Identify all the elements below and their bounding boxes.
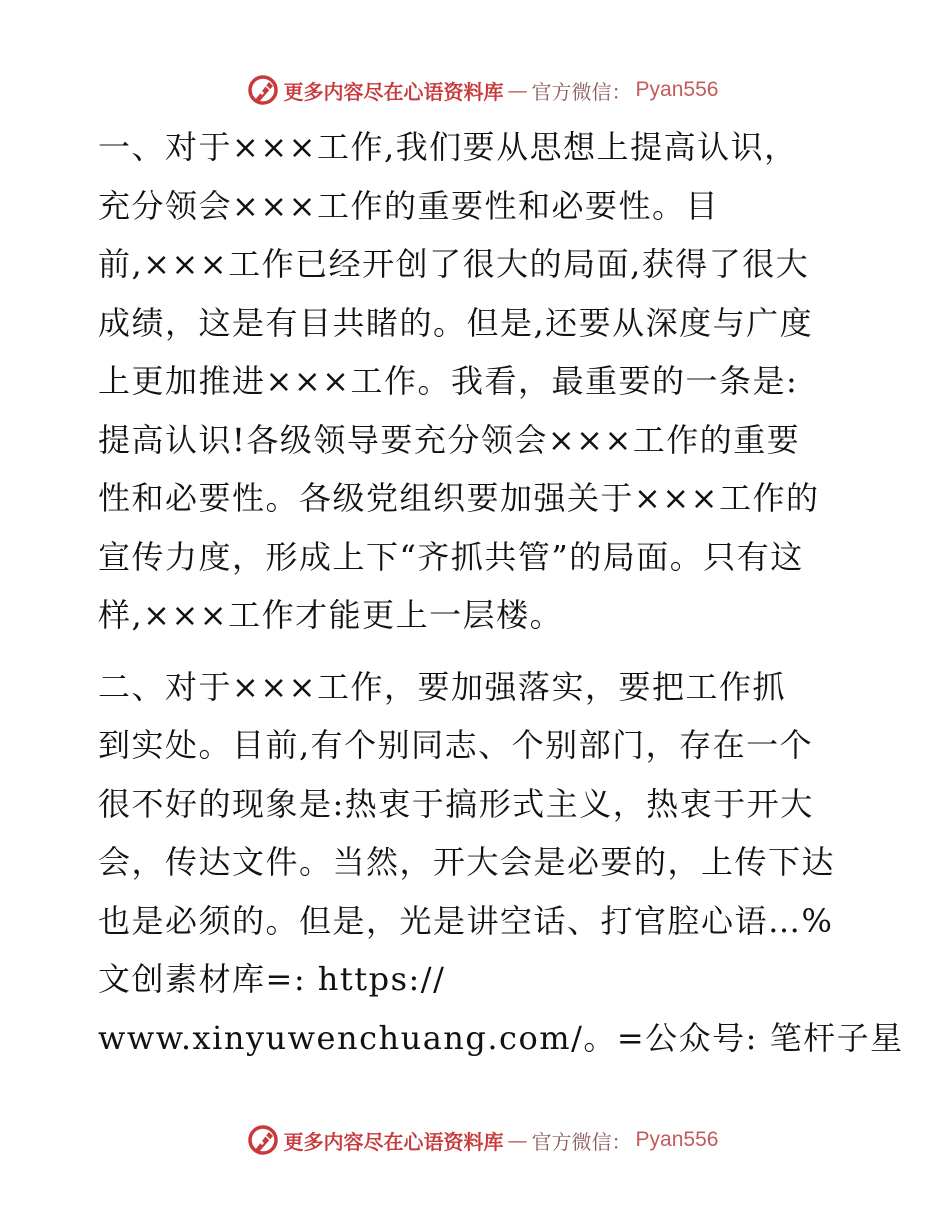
footer-banner xyxy=(0,1120,950,1160)
fountain-pen-circle-icon xyxy=(246,73,280,107)
text-line: 充分领会×××工作的重要性和必要性。目 xyxy=(98,186,719,225)
banner-subtitle: 官方微信： xyxy=(531,79,632,104)
paragraph-1 xyxy=(98,118,858,645)
footer-banner-content xyxy=(246,1123,719,1157)
header-banner xyxy=(0,70,950,110)
banner-separator: — xyxy=(507,1128,528,1152)
text-line: 也是必须的。但是，光是讲空话、打官腔心语…% xyxy=(98,901,834,940)
text-line: 提高认识!各级领导要充分领会×××工作的重要 xyxy=(98,420,801,459)
text-line: 二、对于×××工作，要加强落实，要把工作抓 xyxy=(98,667,786,706)
text-line: 上更加推进×××工作。我看，最重要的一条是: xyxy=(98,362,799,400)
banner-subtitle: 官方微信： xyxy=(531,1129,632,1154)
banner-brand-text: 更多内容尽在心语资料库 xyxy=(283,1129,504,1154)
text-line: 样,×××工作才能更上一层楼。 xyxy=(98,596,564,634)
text-line: 很不好的现象是:热衷于搞形式主义，热衷于开大 xyxy=(98,784,814,823)
text-line: 文创素材库=: https:// xyxy=(98,960,446,998)
text-line: 到实处。目前,有个别同志、个别部门，存在一个 xyxy=(98,726,814,764)
banner-account-id: Pyan556 xyxy=(635,78,719,101)
fountain-pen-circle-icon xyxy=(246,1123,280,1157)
banner-brand-text: 更多内容尽在心语资料库 xyxy=(283,79,504,104)
text-line: 一、对于×××工作,我们要从思想上提高认识， xyxy=(98,128,798,166)
document-body xyxy=(98,118,904,1067)
text-line: 会，传达文件。当然，开大会是必要的，上传下达 xyxy=(98,843,836,881)
text-line: 性和必要性。各级党组织要加强关于×××工作的 xyxy=(98,479,820,517)
text-line: 成绩，这是有目共睹的。但是,还要从深度与广度 xyxy=(98,303,814,342)
header-banner-content xyxy=(246,73,719,107)
banner-separator: — xyxy=(507,78,528,102)
text-line: 宣传力度，形成上下“齐抓共管”的局面。只有这 xyxy=(98,537,804,576)
banner-account-id: Pyan556 xyxy=(635,1128,719,1151)
paragraph-2 xyxy=(98,658,904,1068)
text-line: 前,×××工作已经开创了很大的局面,获得了很大 xyxy=(98,245,810,283)
text-line: www.xinyuwenchuang.com/。=公众号: 笔杆子星 xyxy=(98,1018,904,1057)
